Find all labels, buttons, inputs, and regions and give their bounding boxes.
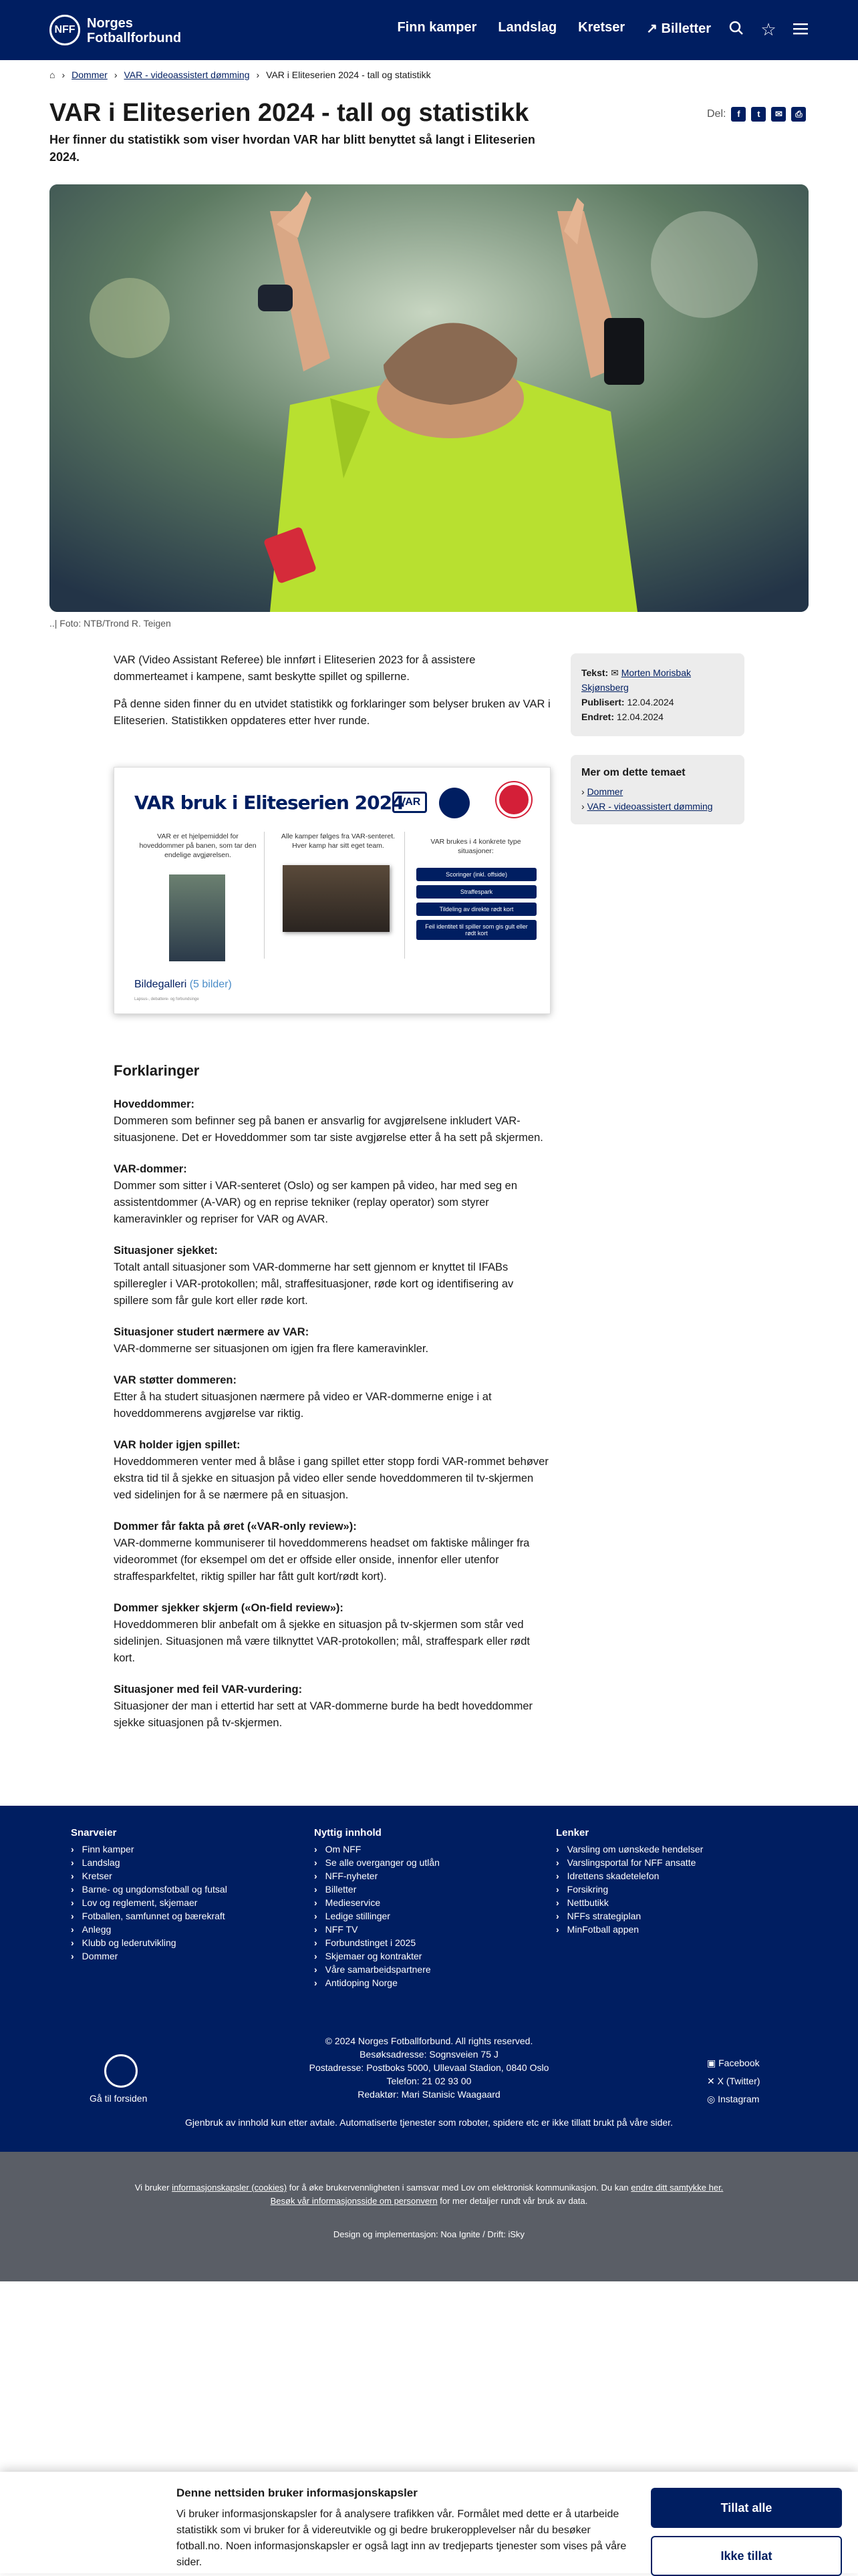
explanation-text: Situasjoner der man i ettertid har sett at VAR-dommerne burde ha bedt hoveddommer sjekke situasjonen på tv-skjermen. bbox=[114, 1700, 533, 1729]
reuse-notice: Gjenbruk av innhold kun etter avtale. Automatiserte tjenester som roboter, spidere etc er ikke tillatt brukt på våre sider. bbox=[185, 2117, 673, 2128]
footer-link[interactable]: › Våre samarbeidspartnere bbox=[314, 1963, 440, 1976]
explanations-heading: Forklaringer bbox=[114, 1062, 200, 1079]
var-logo: VAR bbox=[392, 792, 427, 813]
breadcrumb-var[interactable]: VAR - videoassistert dømming bbox=[124, 69, 250, 80]
published-date: 12.04.2024 bbox=[627, 697, 674, 707]
explanation-term: VAR støtter dommeren: bbox=[114, 1374, 237, 1386]
explanation-term: Situasjoner med feil VAR-vurdering: bbox=[114, 1683, 303, 1696]
explanation-term: Situasjoner studert nærmere av VAR: bbox=[114, 1326, 309, 1338]
changed-label: Endret: bbox=[581, 711, 614, 722]
breadcrumb bbox=[49, 69, 431, 80]
menu-icon[interactable] bbox=[790, 19, 811, 40]
nav-finn-kamper[interactable]: Finn kamper bbox=[397, 20, 477, 35]
social-links bbox=[707, 2054, 760, 2108]
logo-text[interactable]: Norges Fotballforbund bbox=[87, 16, 182, 45]
footer-link[interactable]: › Barne- og ungdomsfotball og futsal bbox=[71, 1883, 227, 1896]
explanation-term: Situasjoner sjekket: bbox=[114, 1245, 218, 1257]
infographic-title: VAR bruk i Eliteserien 2024 bbox=[134, 792, 404, 814]
chevron-right-icon: › bbox=[581, 786, 585, 797]
footer-link[interactable]: › NFFs strategiplan bbox=[556, 1909, 703, 1923]
footer-col-title: Nyttig innhold bbox=[314, 1827, 382, 1838]
cookie-text: Vi bruker bbox=[134, 2183, 170, 2193]
article-lead: Her finner du statistikk som viser hvordan VAR har blitt benyttet så langt i Eliteserien 2024. bbox=[49, 133, 535, 164]
cookie-info-text bbox=[0, 2181, 858, 2208]
footer-link[interactable]: › MinFotball appen bbox=[556, 1923, 703, 1936]
cookie-text: for mer detaljer rundt vår bruk av data. bbox=[440, 2196, 588, 2206]
x-icon: ✕ bbox=[707, 2076, 715, 2086]
footer-col-shortcuts bbox=[71, 1827, 227, 1963]
footer-link[interactable]: › Kretser bbox=[71, 1869, 227, 1883]
explanation-text: Hoveddommeren blir anbefalt om å sjekke en situasjon på tv-skjermen som står ved sidelinjen. Situasjonen må være tilknyttet VAR-protokollen; mål, straffespark eller rødt kort. bbox=[114, 1619, 530, 1664]
footer-link[interactable]: › Forsikring bbox=[556, 1883, 703, 1896]
footer-link[interactable]: › Dommer bbox=[71, 1949, 227, 1963]
breadcrumb-dommer[interactable]: Dommer bbox=[72, 69, 108, 80]
social-label: Instagram bbox=[718, 2094, 760, 2104]
print-icon[interactable]: ⎙ bbox=[791, 107, 806, 122]
text-label: Tekst: bbox=[581, 667, 609, 678]
share-label: Del: bbox=[707, 108, 726, 120]
footer-link[interactable]: › Forbundstinget i 2025 bbox=[314, 1936, 440, 1949]
related-title: Mer om dette temaet bbox=[581, 767, 686, 778]
explanation-item bbox=[114, 1518, 551, 1585]
referee-photo bbox=[169, 874, 225, 961]
intro-paragraph: På denne siden finner du en utvidet statistikk og forklaringer som belyser bruken av VAR i Eliteserien. Statistikken oppdateres etter hver runde. bbox=[114, 698, 551, 727]
explanation-term: Hoveddommer: bbox=[114, 1098, 195, 1110]
footer-link[interactable]: › Ledige stillinger bbox=[314, 1909, 440, 1923]
footer-link[interactable]: › Klubb og lederutvikling bbox=[71, 1936, 227, 1949]
site-header bbox=[0, 0, 858, 60]
footer-col-title: Snarveier bbox=[71, 1827, 117, 1838]
instagram-icon: ◎ bbox=[707, 2094, 716, 2104]
explanation-text: Dommeren som befinner seg på banen er ansvarlig for avgjørelsene inkludert VAR-situasjonene. Det er Hoveddommer som tar siste avgjørelse etter å ha sett på skjermen. bbox=[114, 1115, 543, 1144]
footer-link[interactable]: › Idrettens skadetelefon bbox=[556, 1869, 703, 1883]
explanation-term: VAR holder igjen spillet: bbox=[114, 1439, 241, 1451]
social-label: X (Twitter) bbox=[717, 2076, 760, 2086]
gallery-note: Lapsus-, debattere- og forbundsinge bbox=[134, 997, 199, 1001]
explanation-text: Dommer som sitter i VAR-senteret (Oslo) og ser kampen på video, har med seg en assistentdommer (A-VAR) og en reprise tekniker (replay operator) som styrer kameravinkler og repriser for VAR og AVAR. bbox=[114, 1180, 518, 1225]
twitter-icon[interactable]: t bbox=[751, 107, 766, 122]
gallery-link[interactable] bbox=[134, 979, 232, 991]
footer-link[interactable]: › Fotballen, samfunnet og bærekraft bbox=[71, 1909, 227, 1923]
nav-landslag[interactable]: Landslag bbox=[498, 20, 557, 35]
facebook-icon[interactable]: f bbox=[731, 107, 746, 122]
intro-paragraph: VAR (Video Assistant Referee) ble innført i Eliteserien 2023 for å assistere dommerteamet i kampene, samt beskytte spillet og spillerne. bbox=[114, 654, 476, 683]
footer-link[interactable]: › Varslingsportal for NFF ansatte bbox=[556, 1856, 703, 1869]
hero-image bbox=[49, 184, 809, 612]
author-link[interactable]: Morten Morisbak Skjønsberg bbox=[581, 667, 691, 693]
explanation-item bbox=[114, 1681, 551, 1732]
explanation-item bbox=[114, 1161, 551, 1228]
instagram-link[interactable] bbox=[707, 2090, 760, 2108]
footer-link[interactable]: › Medieservice bbox=[314, 1896, 440, 1909]
situation-item: Straffespark bbox=[416, 885, 537, 899]
email-icon[interactable]: ✉ bbox=[771, 107, 786, 122]
explanation-item bbox=[114, 1243, 551, 1309]
nav-billetter[interactable]: ↗ Billetter bbox=[646, 21, 711, 36]
email-icon: ✉ bbox=[611, 667, 619, 678]
footer-link[interactable]: › NFF TV bbox=[314, 1923, 440, 1936]
footer-link[interactable]: › Billetter bbox=[314, 1883, 440, 1896]
situation-item: Scoringer (inkl. offside) bbox=[416, 868, 537, 881]
cookie-link[interactable]: informasjonskapsler (cookies) bbox=[172, 2183, 287, 2193]
explanation-item bbox=[114, 1096, 551, 1146]
copyright: © 2024 Norges Fotballforbund. All rights reserved. bbox=[325, 2036, 533, 2046]
explanation-item bbox=[114, 1324, 551, 1357]
site-footer bbox=[0, 1806, 858, 2152]
var-center-photo bbox=[283, 865, 390, 932]
article-intro bbox=[114, 652, 551, 740]
infographic-col2: Alle kamper følges fra VAR-senteret. Hver kamp har sitt eget team. bbox=[281, 832, 396, 850]
editor: Redaktør: Mari Stanisic Waagaard bbox=[358, 2089, 500, 2100]
facebook-icon: ▣ bbox=[707, 2058, 716, 2068]
visit-address: Besøksadresse: Sognsveien 75 J bbox=[360, 2049, 498, 2060]
photo-credit: ..| Foto: NTB/Trond R. Teigen bbox=[49, 618, 171, 629]
breadcrumb-current: VAR i Eliteserien 2024 - tall og statistikk bbox=[266, 69, 431, 80]
infographic-col3: VAR brukes i 4 konkrete type situasjoner: bbox=[430, 838, 521, 855]
explanation-item bbox=[114, 1372, 551, 1422]
article-meta bbox=[571, 653, 744, 736]
changed-date: 12.04.2024 bbox=[616, 711, 664, 722]
footer-link[interactable]: › Anlegg bbox=[71, 1923, 227, 1936]
deny-button[interactable]: Ikke tillat bbox=[651, 2536, 842, 2576]
related-link[interactable]: VAR - videoassistert dømming bbox=[587, 801, 713, 812]
consent-title: Denne nettsiden bruker informasjonskapsler bbox=[176, 2486, 418, 2499]
chevron-right-icon: › bbox=[114, 69, 118, 80]
phone: Telefon: 21 02 93 00 bbox=[386, 2076, 472, 2086]
footer-col-title: Lenker bbox=[556, 1827, 589, 1838]
footer-link[interactable]: › Om NFF bbox=[314, 1842, 440, 1856]
explanation-text: Totalt antall situasjoner som VAR-dommerne har sett gjennom er knyttet til IFABs spilleregler i VAR-protokollen; mål, straffesituasjoner, røde kort og identifisering av spillere som får gule kort eller røde kort. bbox=[114, 1261, 514, 1307]
footer-link[interactable]: › Varsling om uønskede hendelser bbox=[556, 1842, 703, 1856]
twitter-link[interactable] bbox=[707, 2072, 760, 2090]
cookie-info-bar bbox=[0, 2152, 858, 2281]
situation-item: Tildeling av direkte rødt kort bbox=[416, 903, 537, 916]
explanation-term: Dommer får fakta på øret («VAR-only review»): bbox=[114, 1520, 357, 1533]
cookie-text: for å øke brukervennligheten i samsvar med Lov om elektronisk kommunikasjon. Du kan bbox=[289, 2183, 629, 2193]
footer-link[interactable]: › Skjemaer og kontrakter bbox=[314, 1949, 440, 1963]
footer-link[interactable]: › NFF-nyheter bbox=[314, 1869, 440, 1883]
accept-all-button[interactable]: Tillat alle bbox=[651, 2488, 842, 2528]
chevron-right-icon: › bbox=[256, 69, 260, 80]
footer-col-links bbox=[556, 1827, 703, 1936]
divider bbox=[404, 832, 405, 959]
gallery-count: (5 bilder) bbox=[189, 979, 232, 990]
explanation-text: VAR-dommerne ser situasjonen om igjen fra flere kameravinkler. bbox=[114, 1343, 429, 1355]
explanation-term: VAR-dommer: bbox=[114, 1163, 187, 1175]
situation-item: Feil identitet til spiller som gis gult eller rødt kort bbox=[416, 920, 537, 940]
page-title: VAR i Eliteserien 2024 - tall og statistikk bbox=[49, 99, 529, 127]
gallery-label: Bildegalleri bbox=[134, 979, 187, 990]
footer-link[interactable]: › Lov og reglement, skjemaer bbox=[71, 1896, 227, 1909]
explanation-term: Dommer sjekker skjerm («On-field review»): bbox=[114, 1602, 343, 1614]
footer-link[interactable]: › Landslag bbox=[71, 1856, 227, 1869]
explanation-item bbox=[114, 1600, 551, 1667]
consent-link[interactable]: endre ditt samtykke her. bbox=[631, 2183, 724, 2193]
infographic-col1: VAR er et hjelpemiddel for hoveddommer på banen, som tar den endelige avgjørelsen. bbox=[139, 832, 257, 859]
chevron-right-icon: › bbox=[61, 69, 65, 80]
consent-banner bbox=[0, 2472, 858, 2573]
published-label: Publisert: bbox=[581, 697, 625, 707]
explanations-section bbox=[114, 1062, 551, 1746]
footer-logo[interactable] bbox=[104, 2054, 138, 2088]
privacy-link[interactable]: Besøk vår informasjonsside om personvern bbox=[270, 2196, 438, 2206]
footer-link[interactable]: › Antidoping Norge bbox=[314, 1976, 440, 1989]
home-icon[interactable]: ⌂ bbox=[49, 69, 55, 80]
footer-col-useful bbox=[314, 1827, 440, 1989]
explanation-text: Etter å ha studert situasjonen nærmere på video er VAR-dommerne enige i at hoveddommerens avgjørelse var riktig. bbox=[114, 1391, 492, 1420]
search-icon[interactable] bbox=[726, 19, 747, 40]
star-icon[interactable]: ☆ bbox=[760, 19, 776, 39]
explanation-text: Hoveddommeren venter med å blåse i gang spillet etter stopp fordi VAR-rommet behøver ekstra tid til å sjekke en situasjon på video eller sende hoveddommeren til tv-skjermen ved sidelinjen for å se nærmere på en situasjon. bbox=[114, 1456, 549, 1501]
post-address: Postadresse: Postboks 5000, Ullevaal Stadion, 0840 Oslo bbox=[309, 2062, 549, 2073]
design-credit: Design og implementasjon: Noa Ignite / Drift: iSky bbox=[333, 2229, 525, 2239]
consent-text: Vi bruker informasjonskapsler for å analysere trafikken vår. Formålet med dette er å utarbeide statistikk som vi bruker for å videreutvikle og gi bedre brukeropplevelser når du besøker fotball.no. Noen informasjonskapsler er også lagt inn av tredjeparts tjenester som vises på våre sider. bbox=[176, 2509, 627, 2568]
social-label: Facebook bbox=[718, 2058, 760, 2068]
situation-list bbox=[416, 868, 537, 940]
video-icon bbox=[496, 782, 531, 817]
share-bar bbox=[707, 107, 806, 122]
related-topics bbox=[571, 755, 744, 824]
facebook-link[interactable] bbox=[707, 2054, 760, 2072]
explanation-text: VAR-dommerne kommuniserer til hoveddommerens headset om faktiske målinger fra videorommet (for eksempel om det er offside eller onside, innenfor eller utenfor straffesparkfeltet, riktig spiller har fått gult kort/rødt kort). bbox=[114, 1537, 530, 1583]
home-link[interactable]: Gå til forsiden bbox=[90, 2093, 148, 2104]
main-nav bbox=[397, 20, 711, 37]
chevron-right-icon: › bbox=[581, 801, 585, 812]
footer-link[interactable]: › Nettbutikk bbox=[556, 1896, 703, 1909]
eliteserien-logo bbox=[439, 788, 470, 818]
footer-link[interactable]: › Se alle overganger og utlån bbox=[314, 1856, 440, 1869]
explanation-item bbox=[114, 1437, 551, 1504]
nav-kretser[interactable]: Kretser bbox=[578, 20, 625, 35]
var-infographic[interactable] bbox=[114, 767, 551, 1014]
related-link[interactable]: Dommer bbox=[587, 786, 623, 797]
divider bbox=[264, 832, 265, 959]
footer-link[interactable]: › Finn kamper bbox=[71, 1842, 227, 1856]
nff-logo[interactable]: NFF bbox=[49, 15, 80, 45]
